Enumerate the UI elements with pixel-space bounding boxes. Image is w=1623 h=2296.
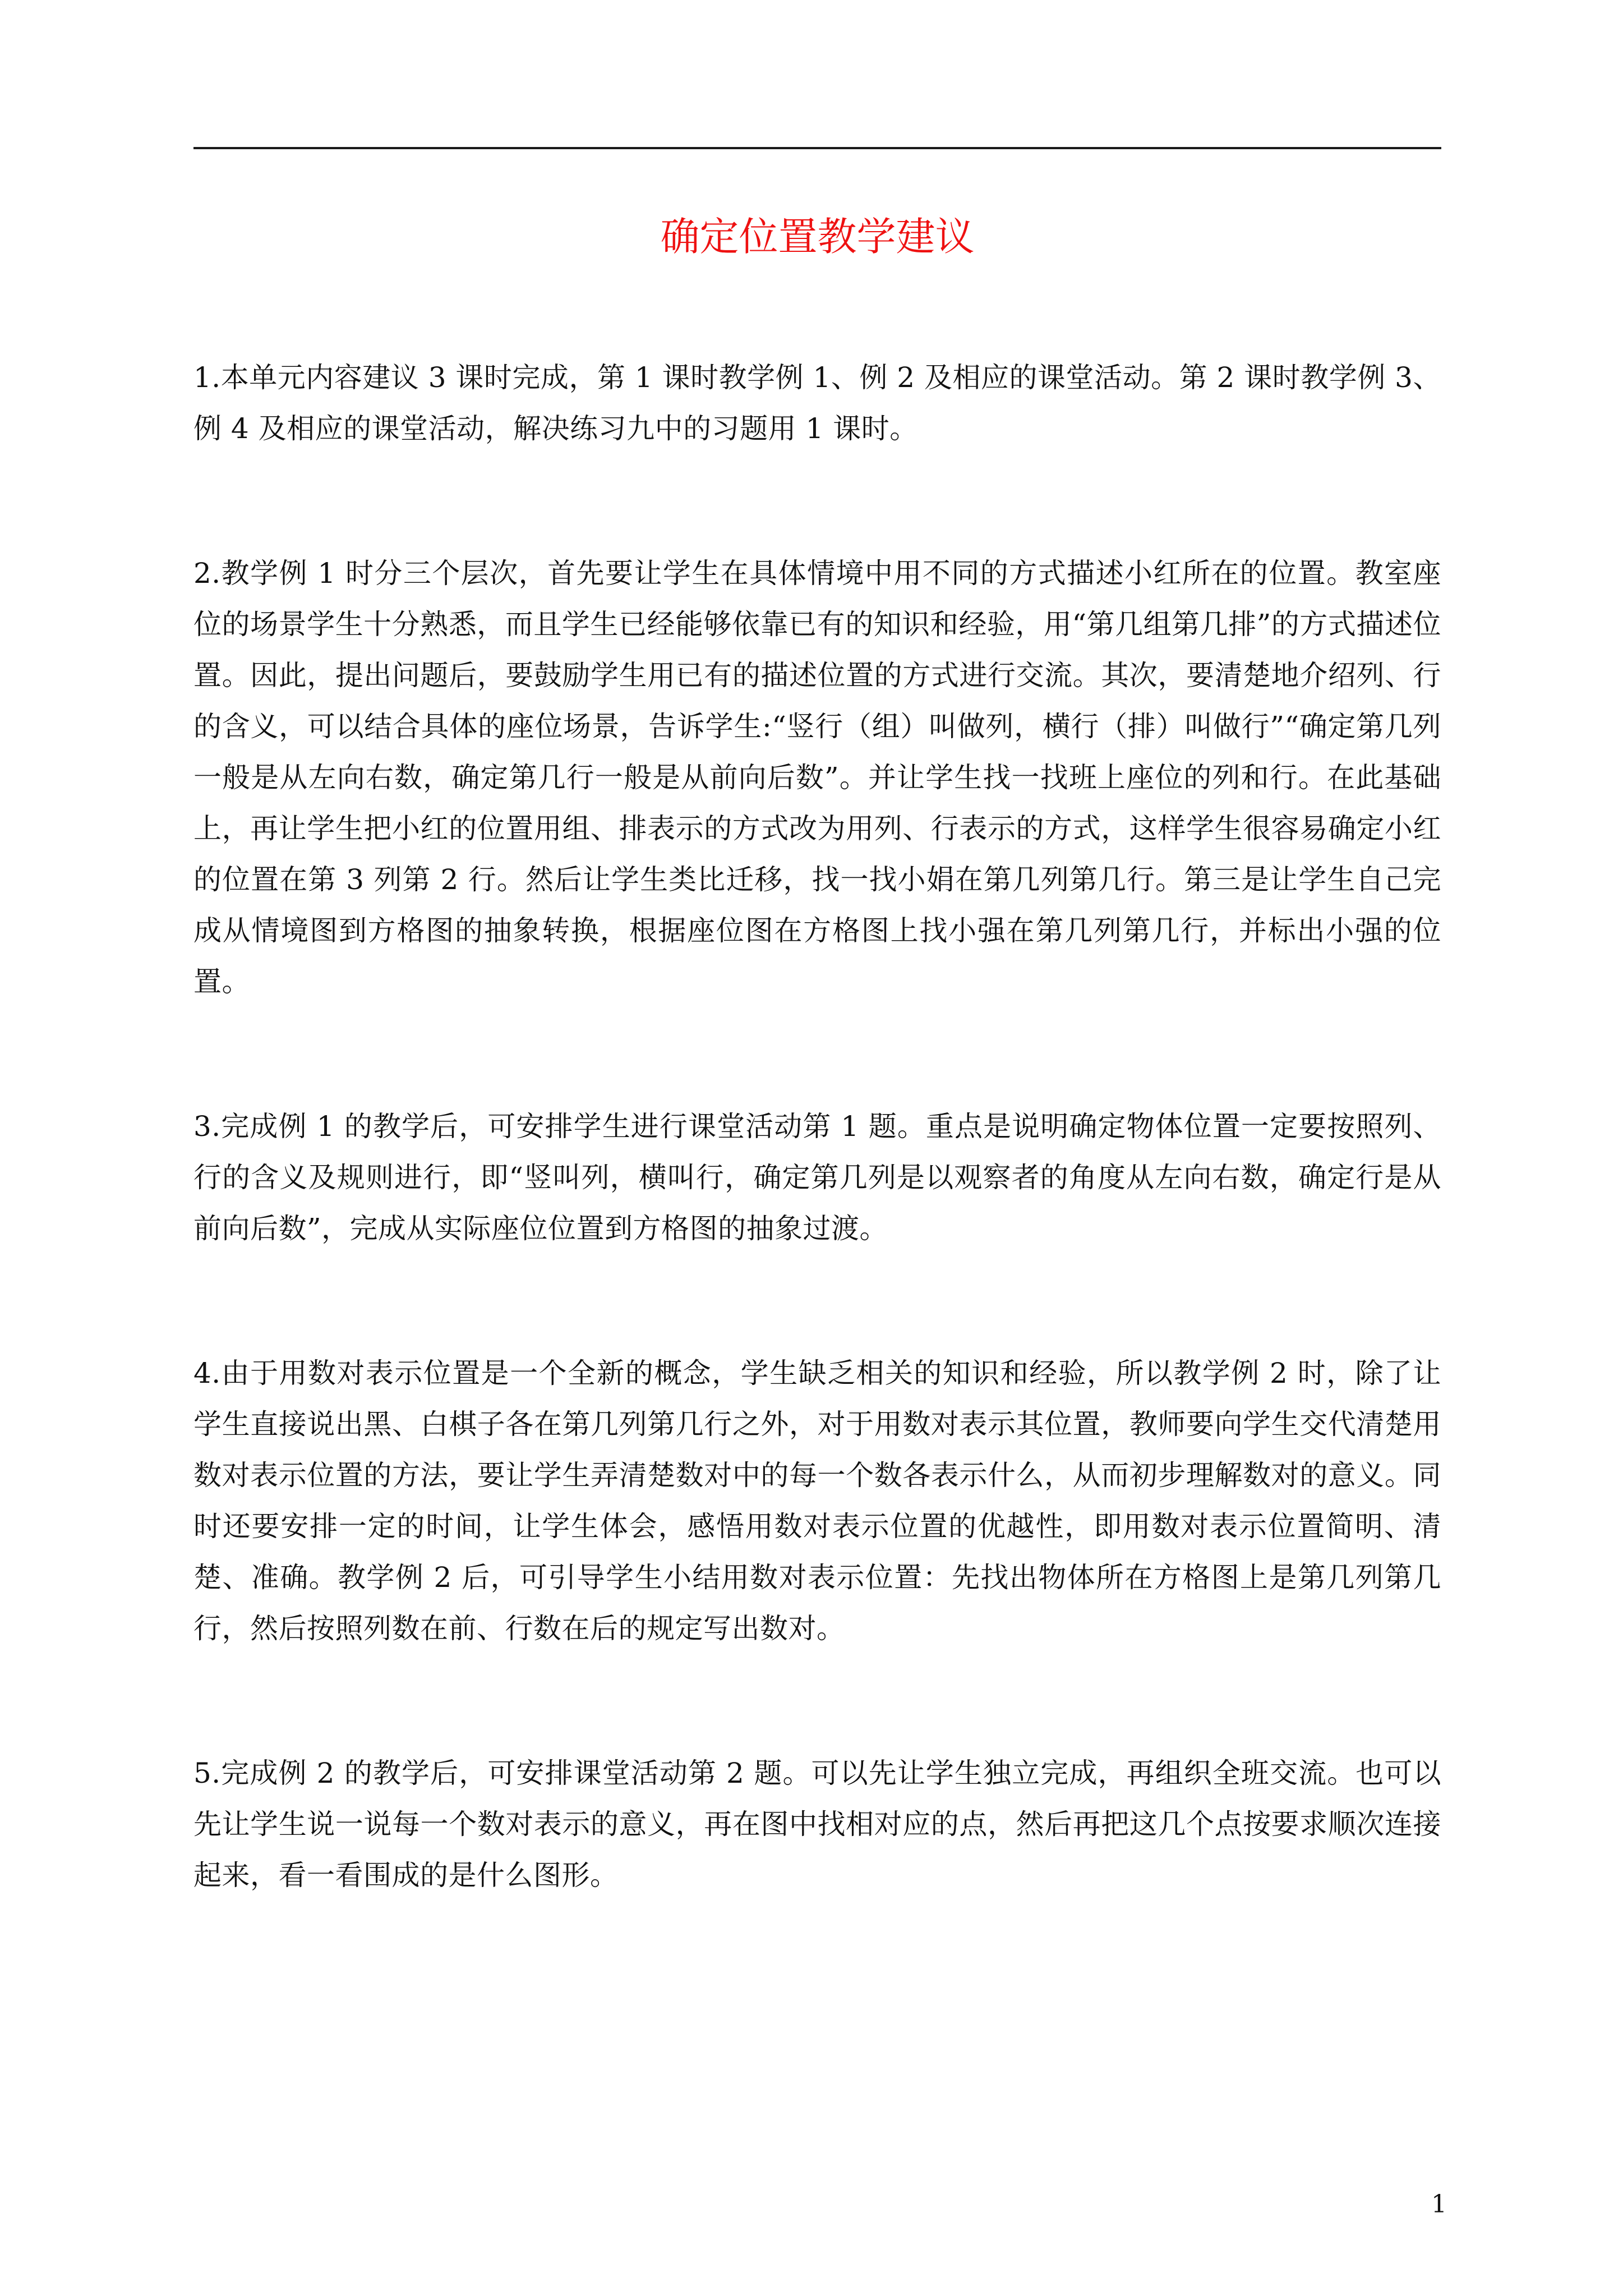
paragraph-2: 2.教学例 1 时分三个层次，首先要让学生在具体情境中用不同的方式描述小红所在的位置。教室座位的场景学生十分熟悉，而且学生已经能够依靠已有的知识和经验，用“第几组第几排”的方式描述位置。因此，提出问题后，要鼓励学生用已有的描述位置的方式进行交流。其次，要清楚地介绍列、行的含义，可以结合具体的座位场景，告诉学生:“竖行（组）叫做列，横行（排）叫做行”“确定第几列一般是从左向右数，确定第几行一般是从前向后数”。并让学生找一找班上座位的列和行。在此基础上，再让学生把小红的位置用组、排表示的方式改为用列、行表示的方式，这样学生很容易确定小红的位置在第 3 列第 2 行。然后让学生类比迁移，找一找小娟在第几列第几行。第三是让学生自己完成从情境图到方格图的抽象转换，根据座位图在方格图上找小强在第几列第几行，并标出小强的位置。	[193, 557, 1441, 998]
paragraph-1: 1.本单元内容建议 3 课时完成，第 1 课时教学例 1、例 2 及相应的课堂活动。第 2 课时教学例 3、例 4 及相应的课堂活动，解决练习九中的习题用 1 课时。	[193, 361, 1441, 445]
paragraph-4: 4.由于用数对表示位置是一个全新的概念，学生缺乏相关的知识和经验，所以教学例 2 时，除了让学生直接说出黑、白棋子各在第几列第几行之外，对于用数对表示其位置，教师要向学生交代清楚用数对表示位置的方法，要让学生弄清楚数对中的每一个数各表示什么，从而初步理解数对的意义。同时还要安排一定的时间，让学生体会，感悟用数对表示位置的优越性，即用数对表示位置简明、清楚、准确。教学例 2 后，可引导学生小结用数对表示位置：先找出物体所在方格图上是第几列第几行，然后按照列数在前、行数在后的规定写出数对。	[193, 1357, 1441, 1645]
header-rule	[193, 147, 1441, 149]
paragraph-5: 5.完成例 2 的教学后，可安排课堂活动第 2 题。可以先让学生独立完成，再组织全班交流。也可以先让学生说一说每一个数对表示的意义，再在图中找相对应的点，然后再把这几个点按要求顺次连接起来，看一看围成的是什么图形。	[193, 1757, 1441, 1892]
document-body	[193, 352, 1441, 1995]
document-title: 确定位置教学建议	[660, 214, 975, 260]
page-number: 1	[1431, 2190, 1447, 2219]
paragraph-3: 3.完成例 1 的教学后，可安排学生进行课堂活动第 1 题。重点是说明确定物体位置一定要按照列、行的含义及规则进行，即“竖叫列，横叫行，确定第几列是以观察者的角度从左向右数，确定行是从前向后数”，完成从实际座位位置到方格图的抽象过渡。	[193, 1110, 1441, 1245]
